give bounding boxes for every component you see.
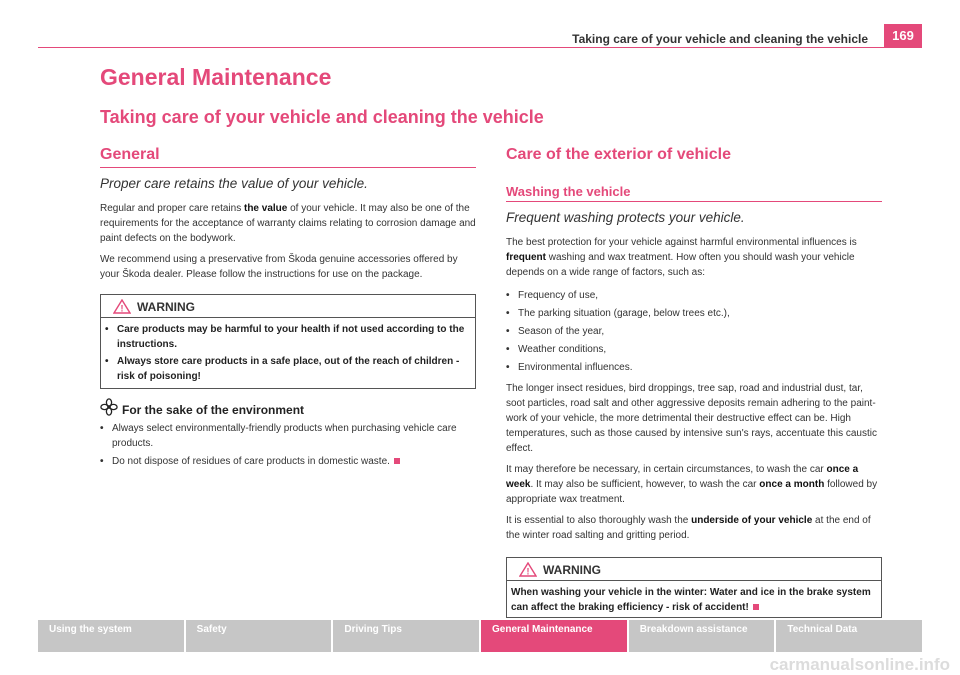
warning-body (507, 581, 881, 617)
text-run-bold: underside of your vehicle (691, 515, 813, 526)
text-run: followed by appropriate wax treatment. (506, 479, 878, 505)
factor-item: • Weather conditions, (506, 344, 607, 355)
section-end-marker (394, 458, 400, 464)
warning-header (101, 295, 475, 318)
text-run: of your vehicle. It may also be one of the requirements for the acceptance of warranty claims relating to corrosion damage and paint defects on the bodywork. (100, 203, 476, 244)
general-paragraph-1 (100, 201, 476, 246)
general-paragraph-2: We recommend using a preservative from Škoda genuine accessories offered by your Škoda dealer. Please follow the instructions for use on the package. (100, 254, 458, 280)
left-column (100, 143, 476, 472)
factor-item: • Frequency of use, (506, 290, 599, 301)
text-run-bold: once a week (506, 464, 859, 490)
environment-item: • Always select environmentally-friendly products when purchasing vehicle care products. (100, 423, 457, 449)
text-run: Regular and proper care retains (100, 203, 244, 214)
text-run: at the end of the winter road salting and gritting period. (506, 515, 871, 541)
factor-item-text: The parking situation (garage, below trees etc.), (518, 308, 730, 319)
tab-safety[interactable]: Safety (186, 620, 332, 652)
text-run-bold: once a month (759, 479, 825, 490)
warning-title: WARNING (543, 563, 601, 577)
general-lead: Proper care retains the value of your vehicle. (100, 176, 368, 191)
warning-item-text: Care products may be harmful to your health if not used according to the instructions. (117, 324, 465, 350)
factor-item-text: Season of the year, (518, 326, 605, 337)
warning-item: • Care products may be harmful to your health if not used according to the instructions. (105, 324, 465, 350)
washing-lead: Frequent washing protects your vehicle. (506, 210, 745, 225)
factor-item-text: Weather conditions, (518, 344, 607, 355)
tab-breakdown-assistance[interactable]: Breakdown assistance (629, 620, 775, 652)
factor-item: • Environmental influences. (506, 362, 633, 373)
factor-item-text: Environmental influences. (518, 362, 633, 373)
tab-using-the-system[interactable]: Using the system (38, 620, 184, 652)
header-rule (38, 47, 922, 48)
tab-technical-data[interactable]: Technical Data (776, 620, 922, 652)
warning-title: WARNING (137, 300, 195, 314)
text-run-bold: frequent (506, 252, 546, 263)
right-column (506, 143, 882, 626)
factor-item: • The parking situation (garage, below trees etc.), (506, 308, 730, 319)
washing-heading: Washing the vehicle (506, 184, 882, 202)
section-title: Taking care of your vehicle and cleaning the vehicle (100, 107, 544, 127)
warning-text: When washing your vehicle in the winter: Water and ice in the brake system can affect the braking efficiency - risk of accident! (511, 587, 871, 613)
environment-item-text: Do not dispose of residues of care products in domestic waste. (112, 456, 390, 467)
text-run: It may therefore be necessary, in certain circumstances, to wash the car (506, 464, 827, 475)
text-run: washing and wax treatment. How often you should wash your vehicle depends on a wide range of factors, such as: (506, 252, 855, 278)
environment-header (100, 403, 476, 417)
exterior-heading: Care of the exterior of vehicle (506, 146, 731, 163)
washing-paragraph-2: The longer insect residues, bird droppings, tree sap, road and industrial dust, tar, soot particles, road salt and other aggressive deposits remain adhering to the paint-work of your vehicle, the more detrimental their destructive effect can be. High temperatures, such as those caused by intensive sun's rays, accentuate this caustic effect. (506, 383, 877, 454)
text-run-bold: the value (243, 203, 288, 214)
running-header-title: Taking care of your vehicle and cleaning the vehicle (572, 32, 868, 46)
watermark-text: carmanualsonline.info (769, 655, 950, 674)
svg-text:!: ! (526, 566, 530, 577)
environment-item-text: Always select environmentally-friendly products when purchasing vehicle care products. (112, 423, 457, 449)
tab-general-maintenance[interactable]: General Maintenance (481, 620, 627, 652)
svg-text:!: ! (120, 303, 124, 314)
general-heading: General (100, 146, 476, 168)
washing-paragraph-4 (506, 513, 882, 543)
washing-paragraph-1 (506, 235, 882, 280)
text-run: . It may also be sufficient, however, to wash the car (530, 479, 760, 490)
warning-item-text: Always store care products in a safe place, out of the reach of children - risk of poisoning! (117, 356, 460, 382)
factor-item-text: Frequency of use, (518, 290, 599, 301)
factor-item: • Season of the year, (506, 326, 605, 337)
warning-box (100, 294, 476, 389)
text-run: The best protection for your vehicle against harmful environmental influences is (506, 237, 857, 248)
environment-title: For the sake of the environment (122, 403, 305, 417)
page-number: 169 (884, 24, 922, 48)
text-run: It is essential to also thoroughly wash the (506, 515, 692, 526)
tab-driving-tips[interactable]: Driving Tips (333, 620, 479, 652)
chapter-tabs (38, 620, 922, 652)
flower-icon (100, 398, 118, 416)
environment-item: • Do not dispose of residues of care products in domestic waste. (100, 454, 476, 469)
warning-triangle-icon (113, 299, 131, 314)
warning-header (507, 558, 881, 581)
washing-warning-box (506, 557, 882, 618)
warning-item: • Always store care products in a safe place, out of the reach of children - risk of poisoning! (105, 356, 460, 382)
warning-triangle-icon (519, 562, 537, 577)
chapter-title: General Maintenance (100, 64, 332, 90)
warning-body (101, 318, 475, 388)
section-end-marker (753, 604, 759, 610)
washing-paragraph-3 (506, 462, 882, 507)
